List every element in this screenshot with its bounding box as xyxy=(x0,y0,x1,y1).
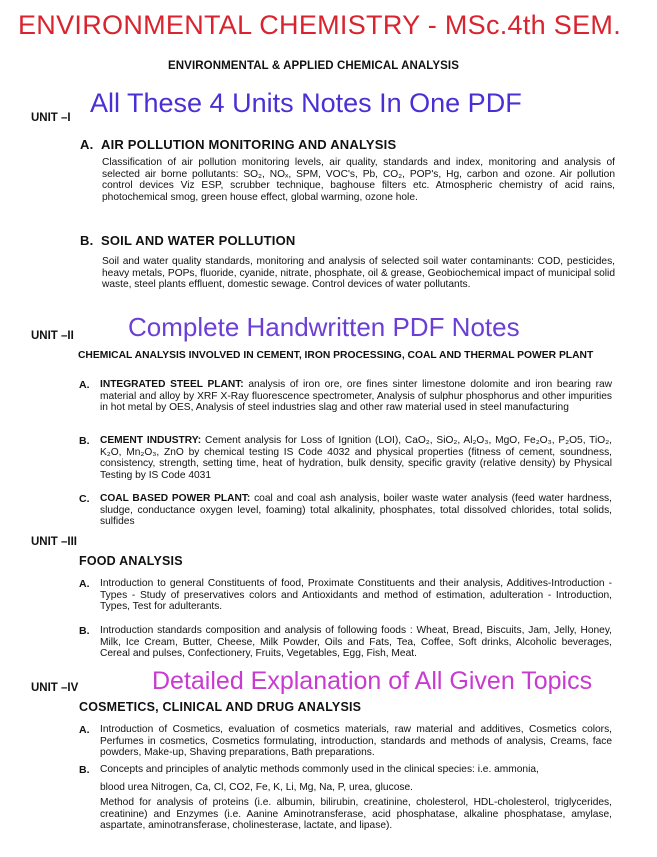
unit-1-label: UNIT –I xyxy=(31,112,71,124)
item-text xyxy=(100,435,612,481)
item-text xyxy=(100,493,612,528)
unit-4-item-a xyxy=(79,724,612,764)
item-text: Introduction standards composition and analysis of following foods : Wheat, Bread, Biscuits, Jam, Jelly, Honey, Milk, Ice Cream, Butter, Cheese, Milk Powder, Oils and Fats, Tea, Coffee, Soft drinks, Alcoholic beverages, Cereal and pulses, Confectionery, Fruits, Vegetables, Egg, Fish, Meat. xyxy=(100,625,612,660)
unit-3-label: UNIT –III xyxy=(31,536,78,548)
item-letter: C. xyxy=(79,493,90,505)
promo-text-handwritten: Complete Handwritten PDF Notes xyxy=(128,312,520,342)
unit-4-title: COSMETICS, CLINICAL AND DRUG ANALYSIS xyxy=(79,700,362,714)
item-letter: A. xyxy=(79,724,90,736)
item-letter: B. xyxy=(79,764,90,776)
item-line-1: Concepts and principles of analytic methods commonly used in the clinical species: i.e. ammonia, xyxy=(100,764,539,775)
unit-2-item-a xyxy=(79,379,612,427)
unit-2-item-b xyxy=(79,435,612,490)
unit-2-title: CHEMICAL ANALYSIS INVOLVED IN CEMENT, IRON PROCESSING, COAL AND THERMAL POWER PLANT xyxy=(78,350,594,361)
section-letter-1a: A. xyxy=(80,137,94,152)
item-text: Introduction to general Constituents of food, Proximate Constituents and their analysis, Additives-Introduction -Types - Study of preservatives colors and Antioxidants and method of estimation, adulteration - Introduction, Types, Test for adulterants. xyxy=(100,578,612,613)
promo-text-explanation: Detailed Explanation of All Given Topics xyxy=(152,667,593,695)
unit-2-item-c xyxy=(79,493,612,533)
item-text: Introduction of Cosmetics, evaluation of cosmetics materials, raw material and additives, Cosmetics colors, Perfumes in cosmetics, Cosmetics formulating, introduction, standards and methods of analysis, Creams, face powders, Make-up, Shaving preparations, Bath preparations. xyxy=(100,724,612,759)
section-title-soil-water: SOIL AND WATER POLLUTION xyxy=(101,233,296,248)
item-line-2: blood urea Nitrogen, Ca, Cl, CO2, Fe, K, Li, Mg, Na, P, urea, glucose. xyxy=(100,782,413,793)
promo-text-one-pdf: All These 4 Units Notes In One PDF xyxy=(90,88,522,118)
section-title-air-pollution: AIR POLLUTION MONITORING AND ANALYSIS xyxy=(101,137,397,152)
item-letter: B. xyxy=(79,625,90,637)
unit-4-item-b xyxy=(79,764,612,844)
section-body-soil-water: Soil and water quality standards, monitoring and analysis of selected soil water contaminants: COD, pesticides, heavy metals, POPs, fluoride, cyanide, nitrate, phosphate, oil & grease, Geobiochemical impact of municipal solid waste, steel plants effluent, domestic sewage. Control devices of water pollutants. xyxy=(102,256,615,291)
document-subheading: ENVIRONMENTAL & APPLIED CHEMICAL ANALYSIS xyxy=(168,60,459,72)
unit-2-label: UNIT –II xyxy=(31,330,74,342)
item-heading: INTEGRATED STEEL PLANT: xyxy=(100,379,244,390)
item-text: Method for analysis of proteins (i.e. albumin, bilirubin, creatinine, cholesterol, HDL-cholesterol, triglycerides, creatinine) and Enzymes (i.e. Aanine Aminotransferase, acid phosphatase, alkaline phosphatase, amylase, aspartate, aminotransferase, cholinesterase, lactate, and lipase). xyxy=(100,797,612,832)
item-body: analysis of iron ore, ore fines sinter limestone dolomite and iron bearing raw material and alloy by XRF X-Ray fluorescence spectrometer, Analysis of sulphur phosphorus and other impurities in hot metal by OES, Analysis of steel industries slag and other raw material used in steel manufacturing xyxy=(100,379,612,414)
item-letter: B. xyxy=(79,435,90,447)
item-heading: CEMENT INDUSTRY: xyxy=(100,435,202,446)
item-heading: COAL BASED POWER PLANT: xyxy=(100,493,251,504)
item-body: Cement analysis for Loss of Ignition (LOI), CaO₂, SiO₂, Al₂O₃, MgO, Fe₂O₃, P₂O5, TiO₂, K₂O, Mn₂O₃, ZnO by chemical testing IS Code 4032 and physical properties (fitness of cement, soundness, consistency, strength, setting time, heat of hydration, bulk density, specific gravity (relative density) by Physical Testing by IS Code 4031 xyxy=(100,435,612,481)
unit-3-title: FOOD ANALYSIS xyxy=(79,554,183,568)
section-letter-1b: B. xyxy=(80,233,94,248)
unit-4-label: UNIT –IV xyxy=(31,682,79,694)
item-letter: A. xyxy=(79,578,90,590)
unit-3-item-a xyxy=(79,578,612,618)
document-banner: ENVIRONMENTAL CHEMISTRY - MSc.4th SEM. xyxy=(18,10,622,40)
item-text xyxy=(100,379,612,414)
section-body-air-pollution: Classification of air pollution monitoring levels, air quality, standards and index, monitoring and analysis of selected air borne pollutants: SO₂, NOₓ, SPM, VOC's, Pb, CO₂, POP's, Hg, carbon and ozone. Air pollution control devices Viz ESP, scrubber technique, baghouse filters etc. Atmospheric chemistry of acid rains, photochemical smog, green house effect, global warming, ozone hole. xyxy=(102,157,615,203)
item-body: coal and coal ash analysis, boiler waste water analysis (feed water hardness, sludge, conductance oxygen level, foaming) total alkalinity, phosphates, total dissolved chlorides, total solids, sulfides xyxy=(100,493,612,528)
item-letter: A. xyxy=(79,379,90,391)
